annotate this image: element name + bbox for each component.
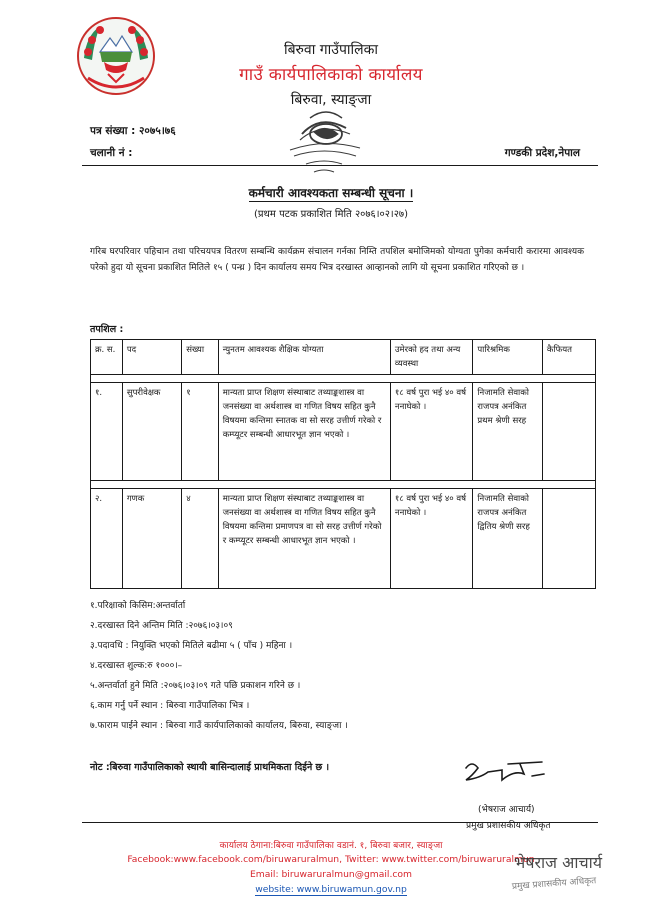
- vacancy-table: [90, 339, 596, 589]
- office-stamp-seal: [280, 104, 370, 182]
- office-location: बिरुवा, स्याङ्जा: [290, 92, 372, 108]
- notice-subtitle: (प्रथम पटक प्रकाशित मिति २०७६।०२।२७): [253, 209, 409, 220]
- row-serial: १.: [91, 383, 123, 481]
- priority-note: नोट :बिरुवा गाउँपालिकाको स्थायी बासिन्दालाई प्राथमिकता दिईने छ ।: [90, 762, 330, 773]
- notice-title-text: कर्मचारी आवश्यकता सम्बन्धी सूचना ।: [248, 186, 414, 200]
- province-label: गण्डकी प्रदेश,नेपाल: [504, 147, 580, 159]
- svg-text:प्रमुख प्रशासकीय अधिकृत: प्रमुख प्रशासकीय अधिकृत: [511, 876, 597, 893]
- row-post: गणक: [122, 489, 181, 589]
- header-post: पद: [122, 340, 181, 375]
- header-salary: पारिश्रमिक: [473, 340, 543, 375]
- header-serial: क्र. स.: [91, 340, 123, 375]
- condition-item: ३.पदावधि : नियुक्ति भएको मितिले बढीमा ५ ( पाँच ) महिना ।: [90, 641, 293, 651]
- office-name: गाउँ कार्यपालिकाको कार्यालय: [239, 65, 423, 85]
- row-remarks: [542, 383, 595, 481]
- condition-item: ६.काम गर्नु पर्ने स्थान : बिरुवा गाउँपालिका भित्र ।: [90, 701, 250, 711]
- condition-item: १.परिक्षाको किसिम:अन्तर्वार्ता: [90, 601, 186, 611]
- signatory-title: प्रमुख प्रशासकीय अधिकृत: [466, 821, 551, 831]
- table-spacer: [91, 375, 596, 383]
- footer-address: कार्यालय ठेगाना:बिरुवा गाउँपालिका वडानं. १, बिरुवा बजार, स्याङ्जा: [219, 841, 443, 851]
- details-label: तपशिल :: [90, 324, 124, 335]
- row-age: १८ वर्ष पुरा भई ४० वर्ष ननाघेको ।: [390, 383, 472, 481]
- row-remarks: [542, 489, 595, 589]
- row-qualification: मान्यता प्राप्त शिक्षण संस्थाबाट तथ्याङ्कशास्त्र वा जनसंख्या वा अर्थशास्त्र वा गणित विषय सहित कुनै विषयमा कन्तिमा स्नातक वा सो सरह उत्तीर्ण गरेको र कम्प्यूटर सम्बन्धी आधारभूत ज्ञान भएको ।: [218, 383, 390, 481]
- svg-text:भेषराज आचार्य: भेषराज आचार्य: [514, 853, 603, 872]
- footer-social-links[interactable]: Facebook:www.facebook.com/biruwaruralmun, Twitter: www.twitter.com/biruwaruralmun: [127, 854, 535, 865]
- row-count: ४: [182, 489, 218, 589]
- table-row: [91, 383, 596, 481]
- footer-divider: [82, 822, 598, 823]
- condition-item: ५.अन्तर्वार्ता हुने मिति :२०७६।०३।०९ गते पछि प्रकाशन गरिने छ ।: [90, 681, 301, 691]
- website-link[interactable]: website: www.biruwamun.gov.np: [255, 884, 407, 895]
- footer-email[interactable]: Email: biruwaruralmun@gmail.com: [249, 869, 413, 880]
- table-spacer: [91, 481, 596, 489]
- municipality-name: बिरुवा गाउँपालिका: [283, 42, 379, 58]
- header-age: उमेरको हद तथा अन्य व्यवस्था: [390, 340, 472, 375]
- header-qualification: न्युनतम आवश्यक शैक्षिक योग्यता: [218, 340, 390, 375]
- table-header-row: [91, 340, 596, 375]
- row-count: १: [182, 383, 218, 481]
- signatory-name-stamp: [506, 848, 616, 896]
- condition-item: २.दरखास्त दिने अन्तिम मिति :२०७६।०३।०९: [90, 621, 233, 631]
- header-divider: [82, 165, 598, 166]
- handwritten-signature: [462, 756, 548, 786]
- signatory-name: (भेषराज आचार्य): [478, 805, 535, 815]
- condition-item: ४.दरखास्त शुल्क:रु १०००।–: [90, 661, 183, 671]
- notice-intro-paragraph: गरिब घरपरिवार पहिचान तथा परिचयपत्र वितरण सम्बन्धि कार्यक्रम संचालन गर्नका निम्ति तपशिल बमोजिमको योग्यता पुगेका कर्मचारी करारमा आवश्यक परेको हुदा यो सूचना प्रकाशित मितिले १५ ( पन्ध्र ) दिन कार्यालय समय भित्र दरखास्त आव्हानको लागि यो सूचना प्रकाशित गरिएको छ ।: [90, 247, 584, 273]
- row-qualification: मान्यता प्राप्त शिक्षण संस्थाबाट तथ्याङ्कशास्त्र वा जनसंख्या वा अर्थशास्त्र वा गणित विषय सहित कुनै विषयमा कन्तिमा प्रमाणपत्र वा सो सरह उत्तीर्ण गरेको र कम्प्यूटर सम्बन्धी आधारभूत ज्ञान भएको ।: [218, 489, 390, 589]
- row-salary: निजामति सेवाको राजपत्र अनंकित द्वितिय श्रेणी सरह: [473, 489, 543, 589]
- condition-item: ७.फाराम पाईने स्थान : बिरुवा गाउँ कार्यपालिकाको कार्यालय, बिरुवा, स्याङ्जा ।: [90, 721, 348, 731]
- notice-title: [0, 184, 662, 201]
- letter-number: पत्र संख्या : २०७५।७६: [90, 125, 176, 137]
- row-salary: निजामति सेवाको राजपत्र अनंकित प्रथम श्रेणी सरह: [473, 383, 543, 481]
- dispatch-number: चलानी नं :: [90, 147, 133, 159]
- row-post: सुपरीवेक्षक: [122, 383, 181, 481]
- row-age: १८ वर्ष पुरा भई ४० वर्ष ननाघेको ।: [390, 489, 472, 589]
- header-remarks: कैफियत: [542, 340, 595, 375]
- header-count: संख्या: [182, 340, 218, 375]
- row-serial: २.: [91, 489, 123, 589]
- table-row: [91, 489, 596, 589]
